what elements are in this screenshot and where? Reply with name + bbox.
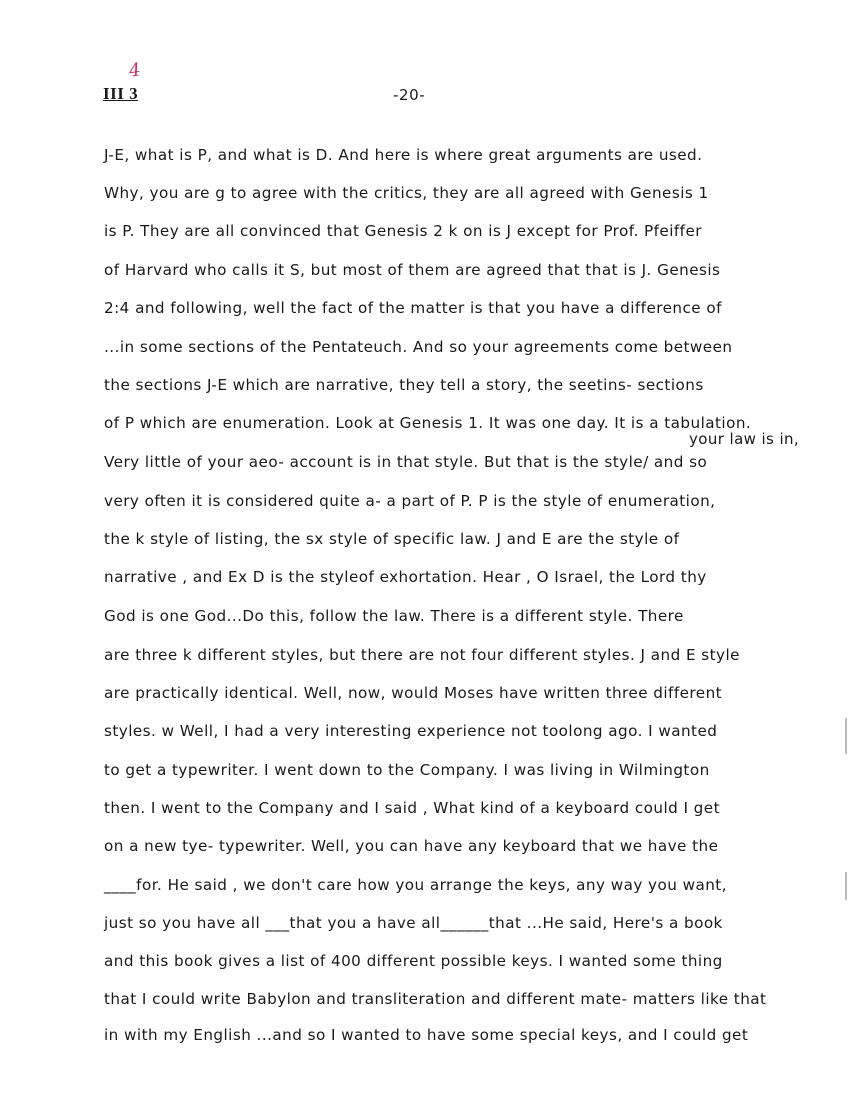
text-line: God is one God...Do this, follow the law. There is a different style. There bbox=[104, 607, 684, 625]
text-line: of P which are enumeration. Look at Genesis 1. It was one day. It is a tabulation. bbox=[104, 414, 752, 432]
text-line: are three k different styles, but there are not four different styles. J and E style bbox=[104, 646, 740, 664]
text-line: styles. w Well, I had a very interesting experience not toolong ago. I wanted bbox=[104, 722, 718, 740]
text-line: of Harvard who calls it S, but most of them are agreed that that is J. Genesis bbox=[104, 261, 721, 279]
text-line: is P. They are all convinced that Genesis 2 k on is J except for Prof. Pfeiffer bbox=[104, 222, 702, 240]
text-line: that I could write Babylon and transliteration and different mate- matters like that bbox=[104, 990, 767, 1008]
text-line: Why, you are g to agree with the critics, they are all agreed with Genesis 1 bbox=[104, 184, 709, 202]
scan-edge-mark bbox=[845, 872, 847, 900]
text-line: J-E, what is P, and what is D. And here is where great arguments are used. bbox=[104, 146, 703, 164]
text-line: on a new tye- typewriter. Well, you can have any keyboard that we have the bbox=[104, 837, 719, 855]
text-line: the sections J-E which are narrative, they tell a story, the seetins- sections bbox=[104, 376, 704, 394]
section-correction-handwritten: 4 bbox=[127, 59, 142, 82]
text-line: then. I went to the Company and I said , What kind of a keyboard could I get bbox=[104, 799, 720, 817]
page-number: -20- bbox=[393, 86, 426, 104]
text-line: to get a typewriter. I went down to the Company. I was living in Wilmington bbox=[104, 761, 710, 779]
text-line: and this book gives a list of 400 different possible keys. I wanted some thing bbox=[104, 952, 723, 970]
text-line: in with my English ...and so I wanted to have some special keys, and I could get bbox=[104, 1026, 749, 1044]
text-line: ____for. He said , we don't care how you arrange the keys, any way you want, bbox=[104, 876, 727, 894]
text-line: 2:4 and following, well the fact of the matter is that you have a difference of bbox=[104, 299, 722, 317]
text-line: the k style of listing, the sx style of specific law. J and E are the style of bbox=[104, 530, 680, 548]
text-line: ...in some sections of the Pentateuch. And so your agreements come between bbox=[104, 338, 733, 356]
text-line: are practically identical. Well, now, would Moses have written three different bbox=[104, 684, 723, 702]
text-line: narrative , and Ex D is the styleof exhortation. Hear , O Israel, the Lord thy bbox=[104, 568, 707, 586]
scan-edge-mark bbox=[845, 718, 847, 754]
text-line: very often it is considered quite a- a part of P. P is the style of enumeration, bbox=[104, 492, 716, 510]
text-line: just so you have all ___that you a have all______that ...He said, Here's a book bbox=[104, 914, 723, 932]
section-label: III 3 bbox=[103, 84, 139, 103]
text-line: Very little of your aeo- account is in that style. But that is the style/ and so bbox=[104, 453, 708, 471]
margin-note: your law is in, bbox=[689, 430, 800, 448]
